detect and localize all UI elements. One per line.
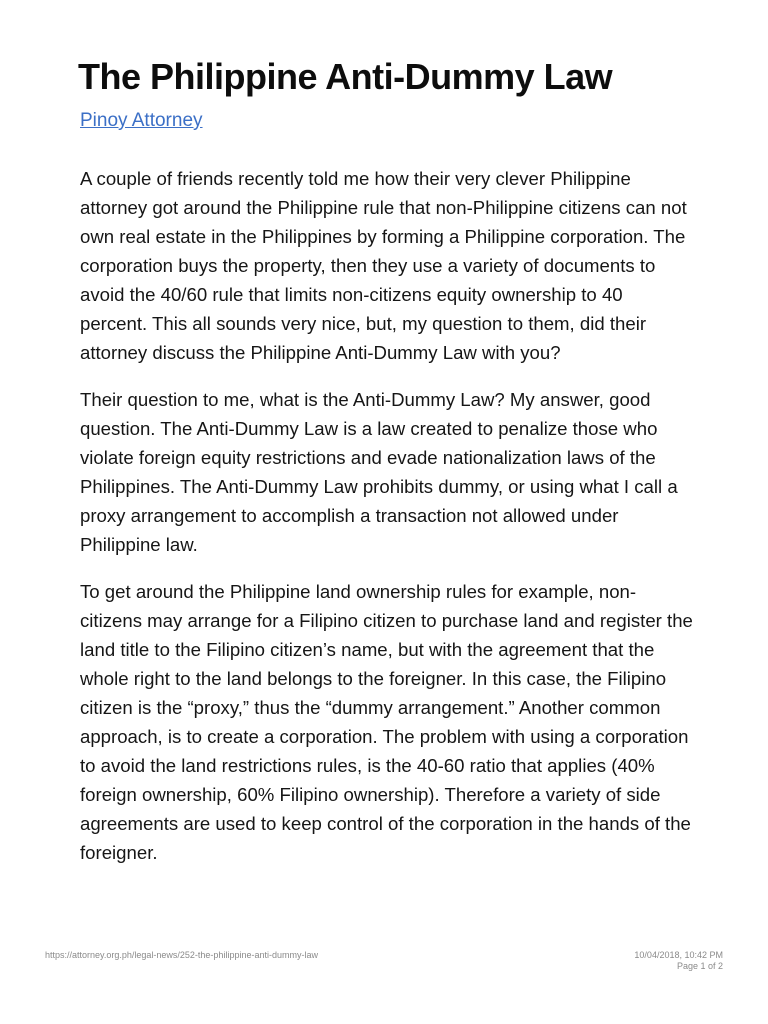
footer-datetime: 10/04/2018, 10:42 PM bbox=[634, 950, 723, 960]
paragraph-2: Their question to me, what is the Anti-Dummy Law? My answer, good question. The Anti-Dummy Law is a law created to penalize those who violate foreign equity restrictions and evade nationalization laws of the Philippines. The Anti-Dummy Law prohibits dummy, or using what I call a proxy arrangement to accomplish a transaction not allowed under Philippine law. bbox=[80, 389, 678, 555]
article-title: The Philippine Anti-Dummy Law bbox=[78, 56, 613, 97]
footer-page-number: Page 1 of 2 bbox=[676, 961, 723, 971]
paragraph-1: A couple of friends recently told me how their very clever Philippine attorney got around the Philippine rule that non-Philippine citizens can not own real estate in the Philippines by forming a Philippine corporation. The corporation buys the property, then they use a variety of documents to avoid the 40/60 rule that limits non-citizens equity ownership to 40 percent. This all sounds very nice, but, my question to them, did their attorney discuss the Philippine Anti-Dummy Law with you? bbox=[80, 168, 687, 363]
article-body bbox=[80, 164, 694, 885]
footer-meta bbox=[634, 950, 723, 972]
footer-url: https://attorney.org.ph/legal-news/252-the-philippine-anti-dummy-law bbox=[45, 950, 318, 960]
paragraph-3: To get around the Philippine land ownership rules for example, non-citizens may arrange for a Filipino citizen to purchase land and register the land title to the Filipino citizen’s name, but with the agreement that the whole right to the land belongs to the foreigner. In this case, the Filipino citizen is the “proxy,” thus the “dummy arrangement.” Another common approach, is to create a corporation. The problem with using a corporation to avoid the land restrictions rules, is the 40-60 ratio that applies (40% foreign ownership, 60% Filipino ownership). Therefore a variety of side agreements are used to keep control of the corporation in the hands of the foreigner. bbox=[80, 581, 693, 863]
author-link[interactable]: Pinoy Attorney bbox=[80, 110, 203, 131]
